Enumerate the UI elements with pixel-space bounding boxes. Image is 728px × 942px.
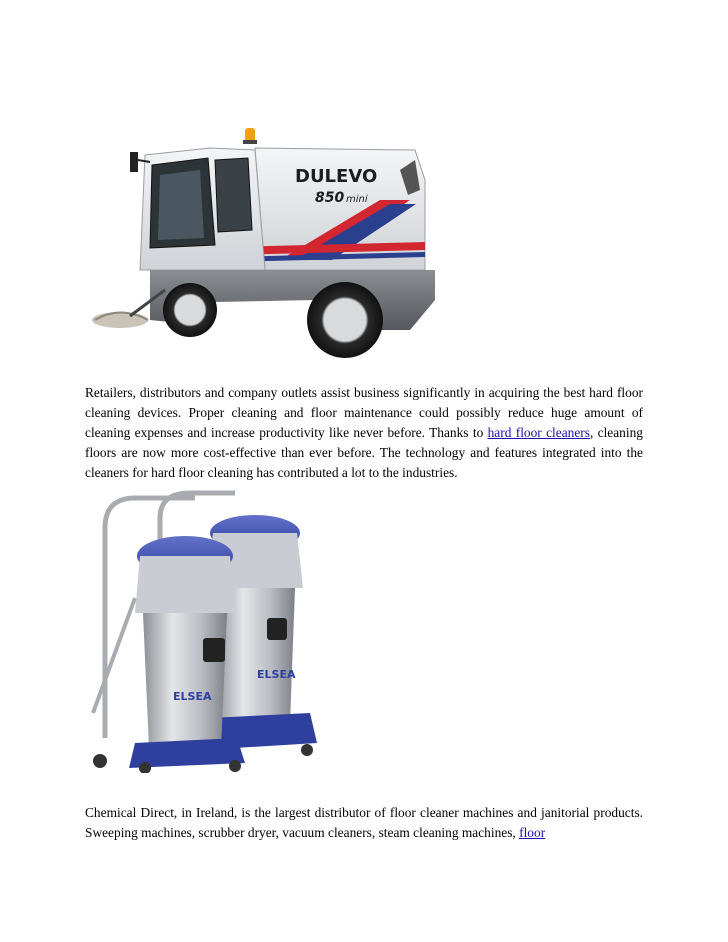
front-wheel	[163, 283, 217, 337]
rear-wheel	[307, 282, 383, 358]
beacon-light	[245, 128, 255, 142]
paragraph-intro-text: Retailers, distributors and company outlets assist business significantly in acquiring the best hard floor cleaning devices. Proper cleaning and floor maintenance could possibly reduce huge amount of cleaning expenses and increase productivity like never before. Thanks to	[85, 385, 643, 440]
vacuum-cleaners-image	[85, 488, 325, 773]
sweeper-model-suffix: mini	[346, 194, 368, 205]
sweeper-brand: DULEVO	[295, 166, 378, 187]
paragraph-distributor	[85, 803, 643, 843]
front-vacuum-brand: ELSEA	[173, 690, 212, 703]
rear-vacuum-brand: ELSEA	[257, 668, 296, 681]
vacuum-illustration	[85, 488, 325, 773]
paragraph-intro-text-end: , cleaning floors are now more cost-effective than ever before. The technology and features integrated into the cleaners for hard floor cleaning has contributed a lot to the industries.	[85, 425, 643, 480]
sweeper-model: 850	[315, 190, 345, 206]
paragraph-intro	[85, 383, 643, 483]
sweeper-image	[90, 120, 450, 365]
floor-link[interactable]: floor	[519, 825, 546, 840]
sweeper-illustration	[90, 120, 450, 365]
paragraph-distributor-text: Chemical Direct, in Ireland, is the largest distributor of floor cleaner machines and janitorial products. Sweeping machines, scrubber dryer, vacuum cleaners, steam cleaning machines,	[85, 805, 643, 840]
hard-floor-cleaners-link[interactable]: hard floor cleaners	[487, 425, 590, 440]
